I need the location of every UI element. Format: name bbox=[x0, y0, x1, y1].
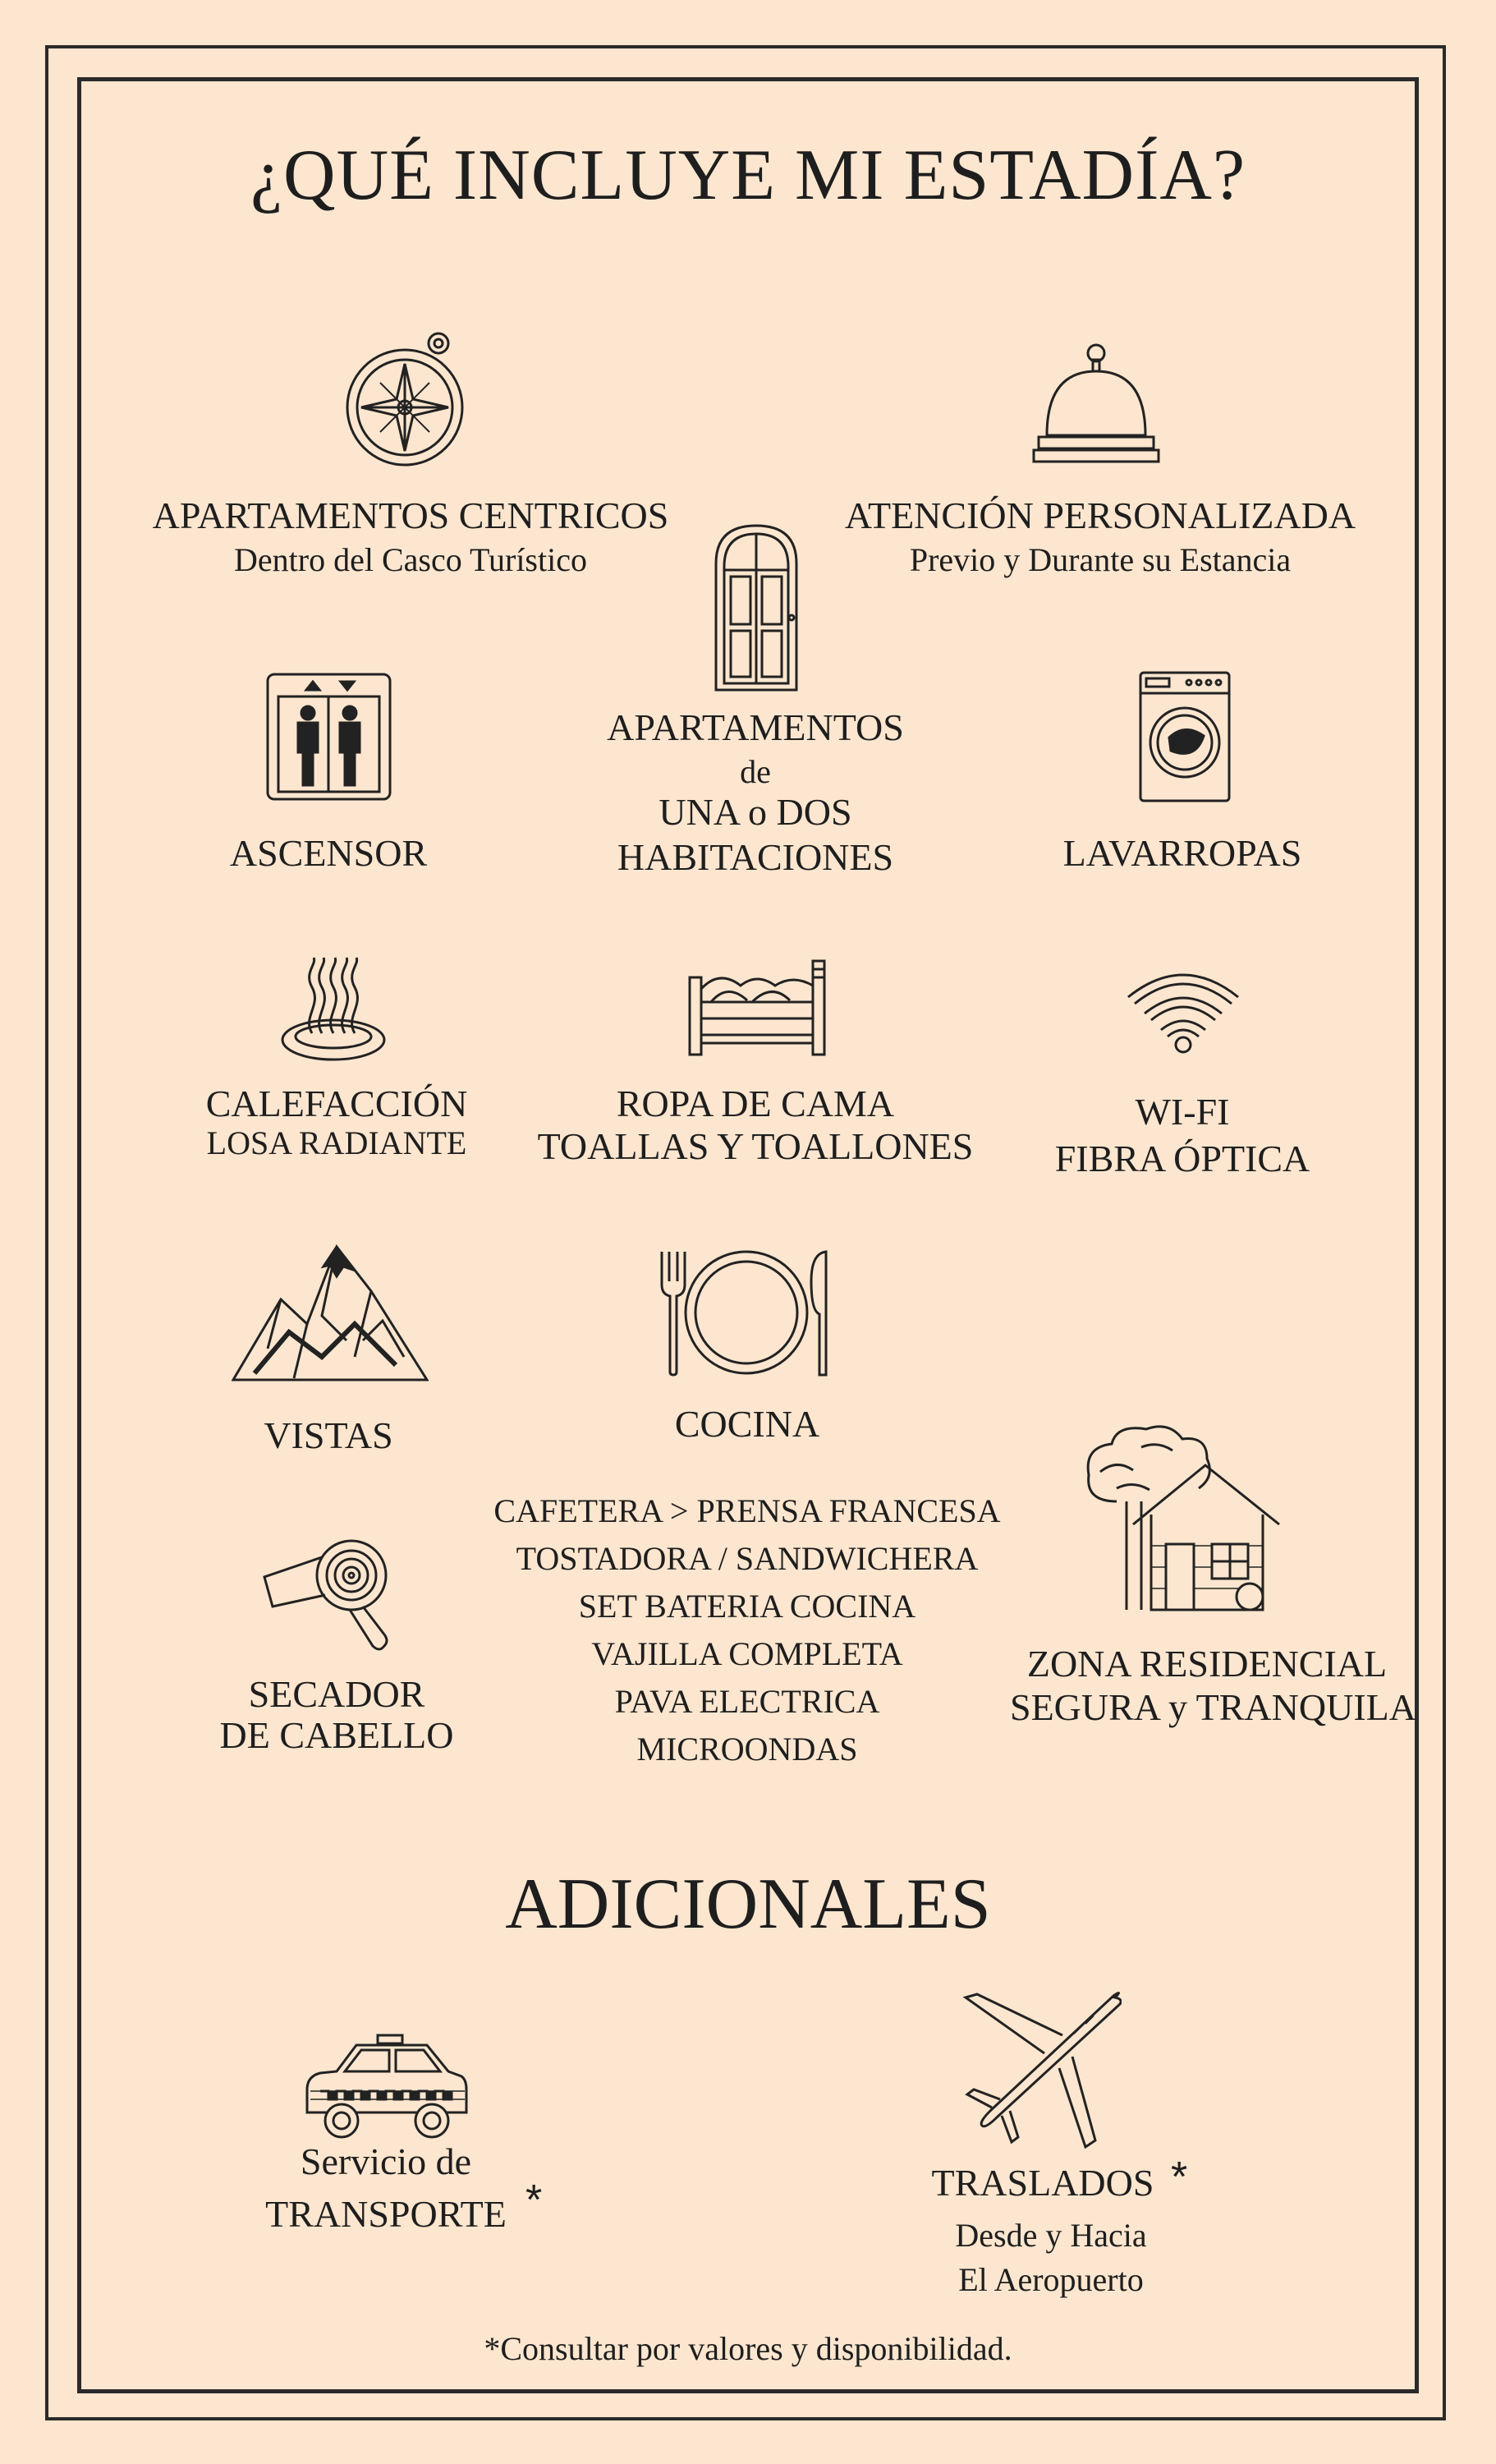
kitchen-item: TOSTADORA / SANDWICHERA bbox=[516, 1540, 979, 1577]
compass-icon bbox=[343, 327, 466, 471]
residential-subtitle: SEGURA y TRANQUILA bbox=[1010, 1686, 1416, 1728]
transfer-line2: El Aeropuerto bbox=[958, 2261, 1144, 2298]
footnote: *Consultar por valores y disponibilidad. bbox=[484, 2330, 1012, 2367]
heating-subtitle: LOSA RADIANTE bbox=[206, 1124, 467, 1161]
mountain-icon bbox=[232, 1242, 429, 1381]
hairdryer-line2: DE CABELLO bbox=[219, 1714, 454, 1756]
residential-title: ZONA RESIDENCIAL bbox=[1026, 1643, 1388, 1685]
service-bell-icon bbox=[1030, 337, 1162, 468]
rooms-line3: UNA o DOS bbox=[659, 791, 852, 833]
rooms-line4: HABITACIONES bbox=[617, 836, 894, 878]
airplane-icon bbox=[962, 1988, 1122, 2149]
bed-icon bbox=[686, 953, 828, 1056]
kitchen-item: CAFETERA > PRENSA FRANCESA bbox=[493, 1492, 1001, 1529]
linens-subtitle: TOALLAS Y TOALLONES bbox=[537, 1125, 974, 1167]
linens-title: ROPA DE CAMA bbox=[616, 1083, 895, 1124]
service-title: ATENCIÓN PERSONALIZADA bbox=[844, 494, 1356, 536]
transfer-title: TRASLADOS bbox=[931, 2162, 1154, 2204]
central-subtitle: Dentro del Casco Turístico bbox=[234, 541, 587, 578]
wifi-icon bbox=[1123, 964, 1243, 1055]
transport-line1: Servicio de bbox=[300, 2140, 472, 2182]
rooms-line2: de bbox=[740, 753, 771, 790]
heating-icon bbox=[279, 954, 388, 1063]
central-title: APARTAMENTOS CENTRICOS bbox=[152, 494, 669, 536]
wifi-subtitle: FIBRA ÓPTICA bbox=[1054, 1138, 1310, 1179]
kitchen-item: SET BATERIA COCINA bbox=[578, 1588, 916, 1625]
elevator-icon bbox=[265, 672, 392, 802]
house-tree-icon bbox=[1084, 1423, 1284, 1613]
page-title: ¿QUÉ INCLUYE MI ESTADÍA? bbox=[250, 136, 1246, 215]
hairdryer-line1: SECADOR bbox=[248, 1673, 425, 1715]
door-icon bbox=[713, 522, 800, 692]
kitchen-title: COCINA bbox=[674, 1403, 820, 1445]
extras-title: ADICIONALES bbox=[505, 1864, 991, 1944]
washer-title: LAVARROPAS bbox=[1062, 832, 1302, 874]
transfer-line1: Desde y Hacia bbox=[955, 2217, 1147, 2254]
views-title: VISTAS bbox=[264, 1414, 393, 1456]
kitchen-item: PAVA ELECTRICA bbox=[614, 1683, 880, 1720]
plate-cutlery-icon bbox=[659, 1248, 834, 1377]
rooms-line1: APARTAMENTOS bbox=[607, 706, 904, 748]
inner-frame bbox=[77, 77, 1419, 2393]
hair-dryer-icon bbox=[261, 1538, 394, 1653]
transport-asterisk: * bbox=[525, 2177, 543, 2224]
transfer-asterisk: * bbox=[1171, 2154, 1188, 2201]
wifi-title: WI-FI bbox=[1135, 1091, 1230, 1133]
transport-line2: TRANSPORTE bbox=[265, 2193, 507, 2235]
kitchen-item: VAJILLA COMPLETA bbox=[591, 1635, 903, 1672]
elevator-title: ASCENSOR bbox=[229, 832, 428, 874]
washing-machine-icon bbox=[1138, 670, 1232, 803]
kitchen-item: MICROONDAS bbox=[636, 1731, 858, 1768]
taxi-icon bbox=[304, 2030, 468, 2142]
service-subtitle: Previo y Durante su Estancia bbox=[909, 541, 1292, 578]
heating-title: CALEFACCIÓN bbox=[205, 1083, 468, 1124]
